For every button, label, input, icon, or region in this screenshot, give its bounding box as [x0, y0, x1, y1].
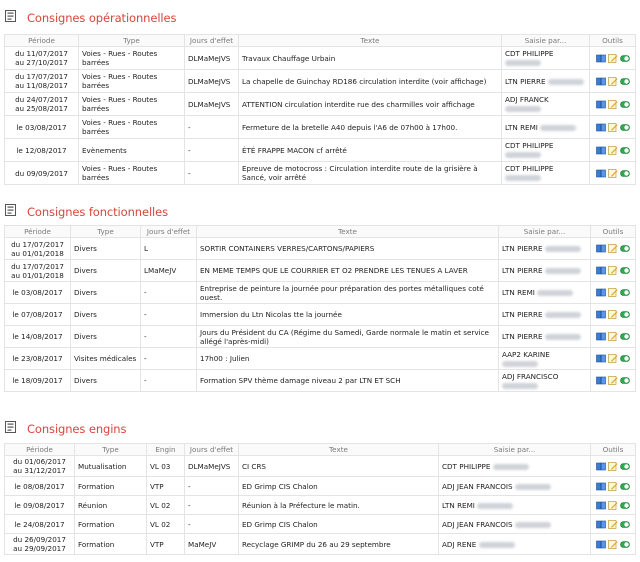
col-texte: Texte	[197, 226, 499, 238]
toggle-icon[interactable]	[620, 288, 630, 297]
text-cell: La chapelle de Guinchay RD186 circulation interdite (voir affichage)	[239, 70, 502, 93]
saisie-cell	[439, 515, 591, 534]
period-line: du 09/09/2017	[15, 168, 68, 178]
period-cell	[5, 456, 75, 477]
type-cell: Voies - Rues - Routes barrées	[79, 93, 185, 116]
table-row	[5, 496, 636, 515]
text-cell: Jours du Président du CA (Régime du Samedi, Garde normale le matin et service allégé l'après-midi)	[197, 326, 499, 348]
col-outils: Outils	[590, 35, 636, 47]
col-periode: Période	[5, 35, 79, 47]
text-cell: Epreuve de motocross : Circulation interdite route de la grisière à Sancé, voir arrêté	[239, 162, 502, 185]
saisie-cell	[499, 326, 591, 348]
type-cell: Voies - Rues - Routes barrées	[79, 47, 185, 70]
period-line: du 17/07/2017	[11, 239, 64, 249]
type-cell: Formation	[75, 515, 147, 534]
days-cell: L	[141, 238, 197, 260]
days-cell: -	[141, 326, 197, 348]
redacted-name	[505, 175, 541, 181]
author-name: ADJ RENE	[442, 539, 477, 549]
period-line: au 01/01/2018	[11, 248, 64, 258]
toggle-icon[interactable]	[620, 244, 630, 253]
period-cell	[5, 326, 71, 348]
book-icon[interactable]	[596, 244, 606, 253]
author-name: LTN REMI	[505, 122, 538, 132]
period-cell	[5, 282, 71, 304]
period-cell	[5, 139, 79, 162]
edit-icon[interactable]	[608, 462, 618, 471]
engin-cell: VTP	[147, 477, 185, 496]
type-cell: Divers	[71, 238, 141, 260]
tools-cell	[590, 70, 636, 93]
edit-icon[interactable]	[608, 376, 618, 385]
days-cell: -	[185, 496, 239, 515]
period-line: le 12/08/2017	[16, 145, 67, 155]
tools-cell	[591, 534, 636, 555]
edit-icon[interactable]	[608, 540, 618, 549]
col-outils: Outils	[591, 444, 636, 456]
text-cell: EN MEME TEMPS QUE LE COURRIER ET O2 PRENDRE LES TENUES A LAVER	[197, 260, 499, 282]
col-type: Type	[79, 35, 185, 47]
edit-icon[interactable]	[608, 482, 618, 491]
period-cell	[5, 238, 71, 260]
period-line: le 14/08/2017	[12, 332, 63, 341]
edit-icon[interactable]	[608, 169, 618, 178]
section-title: Consignes opérationnelles	[27, 11, 177, 25]
period-cell	[5, 477, 75, 496]
tools-cell	[591, 282, 636, 304]
period-line: au 29/09/2017	[13, 544, 66, 553]
saisie-cell	[439, 456, 591, 477]
tools-cell	[590, 47, 636, 70]
tools-cell	[591, 348, 636, 370]
section-title: Consignes fonctionnelles	[27, 205, 168, 219]
redacted-name	[502, 383, 538, 389]
tools-cell	[591, 238, 636, 260]
list-icon	[5, 204, 16, 216]
type-cell: Divers	[71, 304, 141, 326]
text-cell: ÉTÉ FRAPPE MACON cf arrêté	[239, 139, 502, 162]
saisie-cell	[439, 496, 591, 515]
saisie-cell	[499, 260, 591, 282]
days-cell: MaMeJV	[185, 534, 239, 555]
col-type: Type	[75, 444, 147, 456]
col-jours: Jours d'effet	[185, 444, 239, 456]
period-line: le 07/08/2017	[12, 310, 63, 319]
col-outils: Outils	[591, 226, 636, 238]
section-title: Consignes engins	[27, 422, 127, 436]
author-name: ADJ JEAN FRANCOIS	[442, 481, 513, 491]
table-row	[5, 93, 636, 116]
saisie-cell	[499, 282, 591, 304]
book-icon[interactable]	[596, 354, 606, 363]
table-row	[5, 534, 636, 555]
period-cell	[5, 534, 75, 555]
table-header	[5, 226, 636, 238]
table-row	[5, 162, 636, 185]
book-icon[interactable]	[596, 266, 606, 275]
consignes-table	[4, 34, 636, 185]
tools-cell	[590, 116, 636, 139]
period-line: au 31/12/2017	[13, 466, 66, 475]
redacted-name	[545, 334, 581, 340]
book-icon[interactable]	[596, 54, 606, 63]
type-cell: Divers	[71, 260, 141, 282]
type-cell: Divers	[71, 370, 141, 392]
table-row	[5, 326, 636, 348]
table-row	[5, 70, 636, 93]
saisie-cell	[502, 70, 590, 93]
saisie-cell	[502, 139, 590, 162]
table-row	[5, 260, 636, 282]
days-cell: -	[141, 370, 197, 392]
days-cell: DLMaMeJVS	[185, 456, 239, 477]
consignes-table	[4, 443, 636, 555]
toggle-icon[interactable]	[620, 123, 630, 132]
text-cell: ED Grimp CIS Chalon	[239, 477, 439, 496]
days-cell: DLMaMeJVS	[185, 70, 239, 93]
days-cell: -	[141, 348, 197, 370]
days-cell: DLMaMeJVS	[185, 93, 239, 116]
period-cell	[5, 348, 71, 370]
toggle-icon[interactable]	[620, 332, 630, 341]
tools-cell	[591, 370, 636, 392]
text-cell: Réunion à la Préfecture le matin.	[239, 496, 439, 515]
type-cell: Visites médicales	[71, 348, 141, 370]
redacted-name	[479, 542, 515, 548]
type-cell: Evènements	[79, 139, 185, 162]
book-icon[interactable]	[596, 77, 606, 86]
period-line: du 11/07/2017	[15, 49, 68, 58]
col-type: Type	[71, 226, 141, 238]
book-icon[interactable]	[596, 376, 606, 385]
redacted-name	[540, 125, 576, 131]
period-line: du 17/07/2017	[11, 261, 64, 271]
period-line: du 17/07/2017	[15, 72, 68, 81]
period-cell	[5, 260, 71, 282]
col-saisie: Saisie par...	[439, 444, 591, 456]
period-cell	[5, 515, 75, 534]
toggle-icon[interactable]	[620, 169, 630, 178]
edit-icon[interactable]	[608, 520, 618, 529]
period-line: le 03/08/2017	[16, 122, 67, 132]
table-row	[5, 304, 636, 326]
tools-cell	[590, 93, 636, 116]
edit-icon[interactable]	[608, 354, 618, 363]
toggle-icon[interactable]	[620, 100, 630, 109]
saisie-cell	[499, 348, 591, 370]
toggle-icon[interactable]	[620, 520, 630, 529]
section-header	[0, 8, 640, 26]
days-cell: DLMaMeJVS	[185, 47, 239, 70]
engin-cell: VL 02	[147, 496, 185, 515]
days-cell: -	[185, 477, 239, 496]
type-cell: Voies - Rues - Routes barrées	[79, 162, 185, 185]
period-line: au 25/08/2017	[15, 104, 68, 113]
redacted-name	[505, 60, 541, 66]
period-cell	[5, 496, 75, 515]
toggle-icon[interactable]	[620, 54, 630, 63]
redacted-name	[545, 268, 581, 274]
table-header	[5, 35, 636, 47]
redacted-name	[545, 312, 581, 318]
edit-icon[interactable]	[608, 288, 618, 297]
book-icon[interactable]	[596, 146, 606, 155]
col-saisie: Saisie par...	[499, 226, 591, 238]
type-cell: Réunion	[75, 496, 147, 515]
book-icon[interactable]	[596, 288, 606, 297]
period-cell	[5, 116, 79, 139]
engin-cell: VL 02	[147, 515, 185, 534]
edit-icon[interactable]	[608, 501, 618, 510]
type-cell: Divers	[71, 282, 141, 304]
col-jours: Jours d'effet	[185, 35, 239, 47]
toggle-icon[interactable]	[620, 501, 630, 510]
toggle-icon[interactable]	[620, 354, 630, 363]
table-row	[5, 139, 636, 162]
col-texte: Texte	[239, 444, 439, 456]
toggle-icon[interactable]	[620, 146, 630, 155]
tools-cell	[591, 456, 636, 477]
author-name: LTN REMI	[442, 500, 475, 510]
author-name: LTN PIERRE	[505, 76, 546, 86]
author-name: LTN PIERRE	[502, 266, 543, 275]
tools-cell	[591, 477, 636, 496]
toggle-icon[interactable]	[620, 540, 630, 549]
book-icon[interactable]	[596, 310, 606, 319]
saisie-cell	[499, 304, 591, 326]
table-row	[5, 456, 636, 477]
period-line: le 08/08/2017	[14, 481, 65, 491]
days-cell: -	[185, 116, 239, 139]
text-cell: Travaux Chauffage Urbain	[239, 47, 502, 70]
text-cell: SORTIR CONTAINERS VERRES/CARTONS/PAPIERS	[197, 238, 499, 260]
text-cell: Fermeture de la bretelle A40 depuis l'A6 de 07h00 à 17h00.	[239, 116, 502, 139]
edit-icon[interactable]	[608, 146, 618, 155]
text-cell: Recyclage GRIMP du 26 au 29 septembre	[239, 534, 439, 555]
author-name: CDT PHILIPPE	[505, 141, 554, 150]
author-name: ADJ JEAN FRANCOIS	[442, 519, 513, 529]
days-cell: -	[185, 139, 239, 162]
tools-cell	[590, 162, 636, 185]
saisie-cell	[499, 370, 591, 392]
tools-cell	[590, 139, 636, 162]
table-row	[5, 515, 636, 534]
edit-icon[interactable]	[608, 77, 618, 86]
text-cell: Immersion du Ltn Nicolas tte la journée	[197, 304, 499, 326]
author-name: CDT PHILIPPE	[505, 49, 554, 58]
period-cell	[5, 304, 71, 326]
days-cell: -	[185, 162, 239, 185]
days-cell: -	[185, 515, 239, 534]
text-cell: Formation SPV thème damage niveau 2 par LTN ET SCH	[197, 370, 499, 392]
engin-cell: VTP	[147, 534, 185, 555]
consignes-table	[4, 225, 636, 392]
days-cell: -	[141, 304, 197, 326]
author-name: LTN PIERRE	[502, 310, 543, 319]
redacted-name	[477, 503, 513, 509]
edit-icon[interactable]	[608, 54, 618, 63]
book-icon[interactable]	[596, 501, 606, 510]
table-row	[5, 370, 636, 392]
book-icon[interactable]	[596, 123, 606, 132]
redacted-name	[505, 152, 541, 158]
col-texte: Texte	[239, 35, 502, 47]
col-saisie: Saisie par...	[502, 35, 590, 47]
toggle-icon[interactable]	[620, 266, 630, 275]
period-line: au 27/10/2017	[15, 58, 68, 67]
edit-icon[interactable]	[608, 266, 618, 275]
type-cell: Mutualisation	[75, 456, 147, 477]
saisie-cell	[499, 238, 591, 260]
list-icon	[5, 421, 16, 433]
type-cell: Voies - Rues - Routes barrées	[79, 116, 185, 139]
redacted-name	[548, 79, 584, 85]
author-name: LTN PIERRE	[502, 332, 543, 341]
toggle-icon[interactable]	[620, 77, 630, 86]
period-line: le 03/08/2017	[12, 288, 63, 297]
section-operationnelles	[0, 8, 640, 182]
edit-icon[interactable]	[608, 244, 618, 253]
list-icon	[5, 10, 16, 22]
period-line: au 01/01/2018	[11, 270, 64, 280]
author-name: LTN PIERRE	[502, 244, 543, 253]
period-cell	[5, 370, 71, 392]
author-name: ADJ FRANCISCO	[502, 371, 559, 381]
author-name: CDT PHILIPPE	[505, 164, 554, 173]
book-icon[interactable]	[596, 462, 606, 471]
saisie-cell	[502, 116, 590, 139]
days-cell: -	[141, 282, 197, 304]
redacted-name	[537, 290, 573, 296]
table-row	[5, 116, 636, 139]
text-cell: 17h00 : Julien	[197, 348, 499, 370]
period-line: au 11/08/2017	[15, 81, 68, 90]
saisie-cell	[502, 47, 590, 70]
period-cell	[5, 70, 79, 93]
col-engin: Engin	[147, 444, 185, 456]
col-periode: Période	[5, 226, 71, 238]
period-line: du 24/07/2017	[15, 95, 68, 104]
period-line: le 09/08/2017	[14, 500, 65, 510]
saisie-cell	[502, 93, 590, 116]
period-line: du 01/06/2017	[13, 457, 66, 466]
book-icon[interactable]	[596, 520, 606, 529]
edit-icon[interactable]	[608, 332, 618, 341]
section-header	[0, 419, 640, 437]
type-cell: Divers	[71, 326, 141, 348]
col-periode: Période	[5, 444, 75, 456]
tools-cell	[591, 304, 636, 326]
text-cell: ED Grimp CIS Chalon	[239, 515, 439, 534]
redacted-name	[493, 464, 529, 470]
period-line: du 26/09/2017	[13, 535, 66, 544]
section-engins	[0, 419, 640, 553]
redacted-name	[545, 246, 581, 252]
section-fonctionnelles	[0, 202, 640, 385]
author-name: AAP2 KARINE	[502, 349, 550, 359]
author-name: CDT PHILIPPE	[442, 461, 491, 471]
type-cell: Formation	[75, 534, 147, 555]
table-header	[5, 444, 636, 456]
redacted-name	[502, 361, 538, 367]
table-row	[5, 238, 636, 260]
days-cell: LMaMeJV	[141, 260, 197, 282]
type-cell: Voies - Rues - Routes barrées	[79, 70, 185, 93]
book-icon[interactable]	[596, 482, 606, 491]
period-line: le 24/08/2017	[14, 519, 65, 529]
author-name: ADJ FRANCK	[505, 95, 549, 104]
edit-icon[interactable]	[608, 100, 618, 109]
tools-cell	[591, 515, 636, 534]
period-line: le 18/09/2017	[12, 376, 63, 385]
saisie-cell	[439, 534, 591, 555]
book-icon[interactable]	[596, 540, 606, 549]
book-icon[interactable]	[596, 169, 606, 178]
tools-cell	[591, 496, 636, 515]
text-cell: CI CRS	[239, 456, 439, 477]
table-row	[5, 348, 636, 370]
edit-icon[interactable]	[608, 310, 618, 319]
section-header	[0, 202, 640, 220]
text-cell: ATTENTION circulation interdite rue des charmilles voir affichage	[239, 93, 502, 116]
redacted-name	[505, 106, 541, 112]
toggle-icon[interactable]	[620, 482, 630, 491]
period-cell	[5, 93, 79, 116]
period-line: le 23/08/2017	[12, 354, 63, 363]
edit-icon[interactable]	[608, 123, 618, 132]
table-row	[5, 282, 636, 304]
saisie-cell	[439, 477, 591, 496]
tools-cell	[591, 326, 636, 348]
col-jours: Jours d'effet	[141, 226, 197, 238]
toggle-icon[interactable]	[620, 462, 630, 471]
toggle-icon[interactable]	[620, 376, 630, 385]
redacted-name	[515, 484, 551, 490]
book-icon[interactable]	[596, 100, 606, 109]
engin-cell: VL 03	[147, 456, 185, 477]
period-cell	[5, 162, 79, 185]
author-name: LTN REMI	[502, 288, 535, 297]
book-icon[interactable]	[596, 332, 606, 341]
tools-cell	[591, 260, 636, 282]
saisie-cell	[502, 162, 590, 185]
table-row	[5, 477, 636, 496]
text-cell: Entreprise de peinture la journée pour préparation des portes métalliques coté ouest.	[197, 282, 499, 304]
table-row	[5, 47, 636, 70]
period-cell	[5, 47, 79, 70]
type-cell: Formation	[75, 477, 147, 496]
toggle-icon[interactable]	[620, 310, 630, 319]
redacted-name	[515, 522, 551, 528]
